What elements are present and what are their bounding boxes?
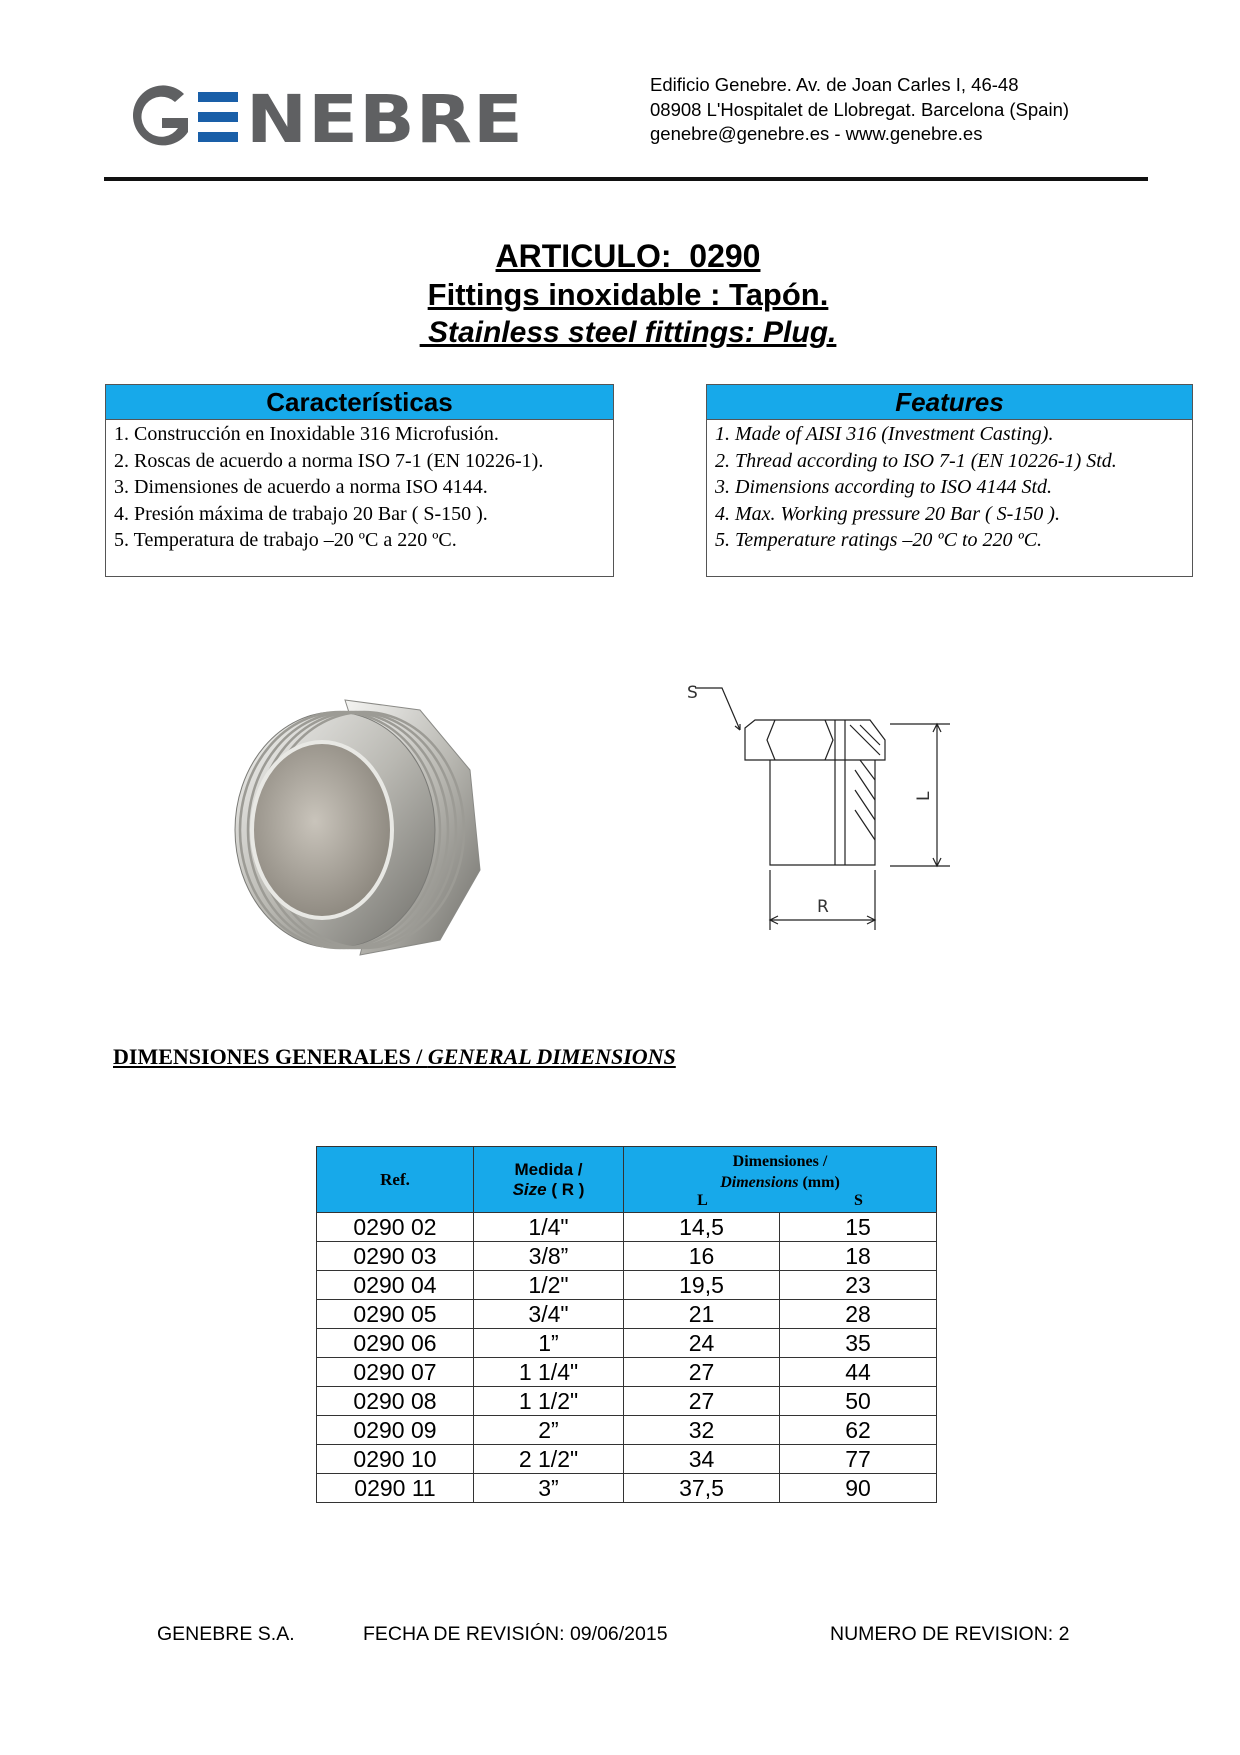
drawing-label-l: L: [914, 791, 934, 801]
cell-s: 62: [780, 1416, 937, 1445]
cell-ref: 0290 02: [317, 1213, 474, 1242]
cell-ref: 0290 07: [317, 1358, 474, 1387]
cell-size: 3/8”: [474, 1242, 624, 1271]
cell-l: 34: [624, 1445, 780, 1474]
dimensions-table: [316, 1146, 937, 1503]
feature-item: 5. Temperature ratings –20 ºC to 220 ºC.: [715, 529, 1043, 551]
spanish-title: Fittings inoxidable : Tapón.: [427, 277, 829, 312]
column-header-s: S: [853, 1191, 863, 1209]
table-row: [317, 1358, 937, 1387]
dimensions-heading: [113, 1044, 676, 1070]
cell-s: 18: [780, 1242, 937, 1271]
table-row: [317, 1271, 937, 1300]
cell-ref: 0290 03: [317, 1242, 474, 1271]
cell-s: 15: [780, 1213, 937, 1242]
feature-item: 4. Presión máxima de trabajo 20 Bar ( S-150 ).: [114, 502, 488, 525]
footer-revision-date: FECHA DE REVISIÓN: 09/06/2015: [363, 1623, 668, 1645]
cell-s: 77: [780, 1445, 937, 1474]
cell-ref: 0290 08: [317, 1387, 474, 1416]
cell-ref: 0290 10: [317, 1445, 474, 1474]
cell-size: 1”: [474, 1329, 624, 1358]
dimensions-heading-es: DIMENSIONES GENERALES /: [113, 1044, 428, 1069]
table-row: [317, 1416, 937, 1445]
table-row: [317, 1329, 937, 1358]
cell-size: 1 1/4": [474, 1358, 624, 1387]
features-spanish-heading: Características: [106, 385, 613, 420]
table-row: [317, 1300, 937, 1329]
table-row: [317, 1445, 937, 1474]
cell-size: 3”: [474, 1474, 624, 1503]
cell-ref: 0290 09: [317, 1416, 474, 1445]
cell-size: 2”: [474, 1416, 624, 1445]
dimensions-table-body: [317, 1213, 937, 1503]
feature-item: 1. Construcción en Inoxidable 316 Microfusión.: [114, 423, 499, 445]
cell-size: 1 1/2": [474, 1387, 624, 1416]
cell-s: 90: [780, 1474, 937, 1503]
table-row: [317, 1242, 937, 1271]
dims-header-line1: Dimensiones /: [732, 1152, 828, 1170]
cell-l: 24: [624, 1329, 780, 1358]
column-header-l: L: [697, 1191, 708, 1209]
cell-ref: 0290 06: [317, 1329, 474, 1358]
table-row: [317, 1213, 937, 1242]
size-header-rest: ( R ): [546, 1179, 585, 1199]
dims-header-italic: Dimensions: [720, 1173, 799, 1191]
table-row: [317, 1474, 937, 1503]
cell-s: 28: [780, 1300, 937, 1329]
address-line: 08908 L'Hospitalet de Llobregat. Barcelona (Spain): [650, 98, 1070, 120]
cell-l: 19,5: [624, 1271, 780, 1300]
cell-l: 32: [624, 1416, 780, 1445]
size-header-line1: Medida /: [514, 1159, 583, 1179]
plug-product-photo: [230, 690, 510, 970]
cell-l: 21: [624, 1300, 780, 1329]
features-english-box: [706, 384, 1193, 577]
column-header-dimensions: [624, 1147, 937, 1213]
drawing-label-s: S: [687, 683, 698, 703]
cell-ref: 0290 11: [317, 1474, 474, 1503]
address-contact: genebre@genebre.es - www.genebre.es: [650, 123, 983, 144]
dimensions-heading-en: GENERAL DIMENSIONS: [427, 1044, 676, 1069]
feature-item: 1. Made of AISI 316 (Investment Casting).: [715, 423, 1054, 445]
company-address: [650, 73, 1069, 147]
feature-item: 5. Temperatura de trabajo –20 ºC a 220 ºC.: [114, 529, 457, 551]
address-line: Edificio Genebre. Av. de Joan Carles I, 46-48: [650, 74, 1019, 95]
cell-ref: 0290 05: [317, 1300, 474, 1329]
footer-company: GENEBRE S.A.: [157, 1623, 295, 1645]
cell-s: 44: [780, 1358, 937, 1387]
feature-item: 2. Thread according to ISO 7-1 (EN 10226-1) Std.: [715, 449, 1117, 472]
cell-size: 1/4": [474, 1213, 624, 1242]
english-title: Stainless steel fittings: Plug.: [419, 316, 837, 349]
cell-size: 2 1/2": [474, 1445, 624, 1474]
cell-l: 16: [624, 1242, 780, 1271]
cell-l: 14,5: [624, 1213, 780, 1242]
features-spanish-box: [105, 384, 614, 577]
cell-l: 27: [624, 1358, 780, 1387]
dims-header-rest: (mm): [798, 1173, 840, 1191]
cell-ref: 0290 04: [317, 1271, 474, 1300]
article-title: ARTICULO: 0290: [495, 238, 761, 274]
cell-s: 50: [780, 1387, 937, 1416]
size-header-italic: Size: [512, 1179, 547, 1199]
cell-size: 1/2": [474, 1271, 624, 1300]
features-english-heading: Features: [707, 385, 1192, 420]
svg-text:NEBRE: NEBRE: [246, 82, 524, 152]
plug-technical-drawing: [675, 680, 1035, 940]
cell-l: 27: [624, 1387, 780, 1416]
header-divider: [104, 177, 1148, 181]
feature-item: 3. Dimensiones de acuerdo a norma ISO 4144.: [114, 476, 488, 498]
cell-s: 35: [780, 1329, 937, 1358]
feature-item: 4. Max. Working pressure 20 Bar ( S-150 ).: [715, 502, 1060, 525]
column-header-size: [474, 1147, 624, 1213]
feature-item: 2. Roscas de acuerdo a norma ISO 7-1 (EN 10226-1).: [114, 449, 544, 472]
drawing-label-r: R: [817, 897, 829, 917]
cell-size: 3/4": [474, 1300, 624, 1329]
table-row: [317, 1387, 937, 1416]
footer-revision-number: NUMERO DE REVISION: 2: [830, 1623, 1070, 1645]
genebre-logo: [128, 82, 528, 152]
cell-s: 23: [780, 1271, 937, 1300]
feature-item: 3. Dimensions according to ISO 4144 Std.: [715, 476, 1053, 498]
cell-l: 37,5: [624, 1474, 780, 1503]
column-header-ref: Ref.: [317, 1147, 474, 1213]
